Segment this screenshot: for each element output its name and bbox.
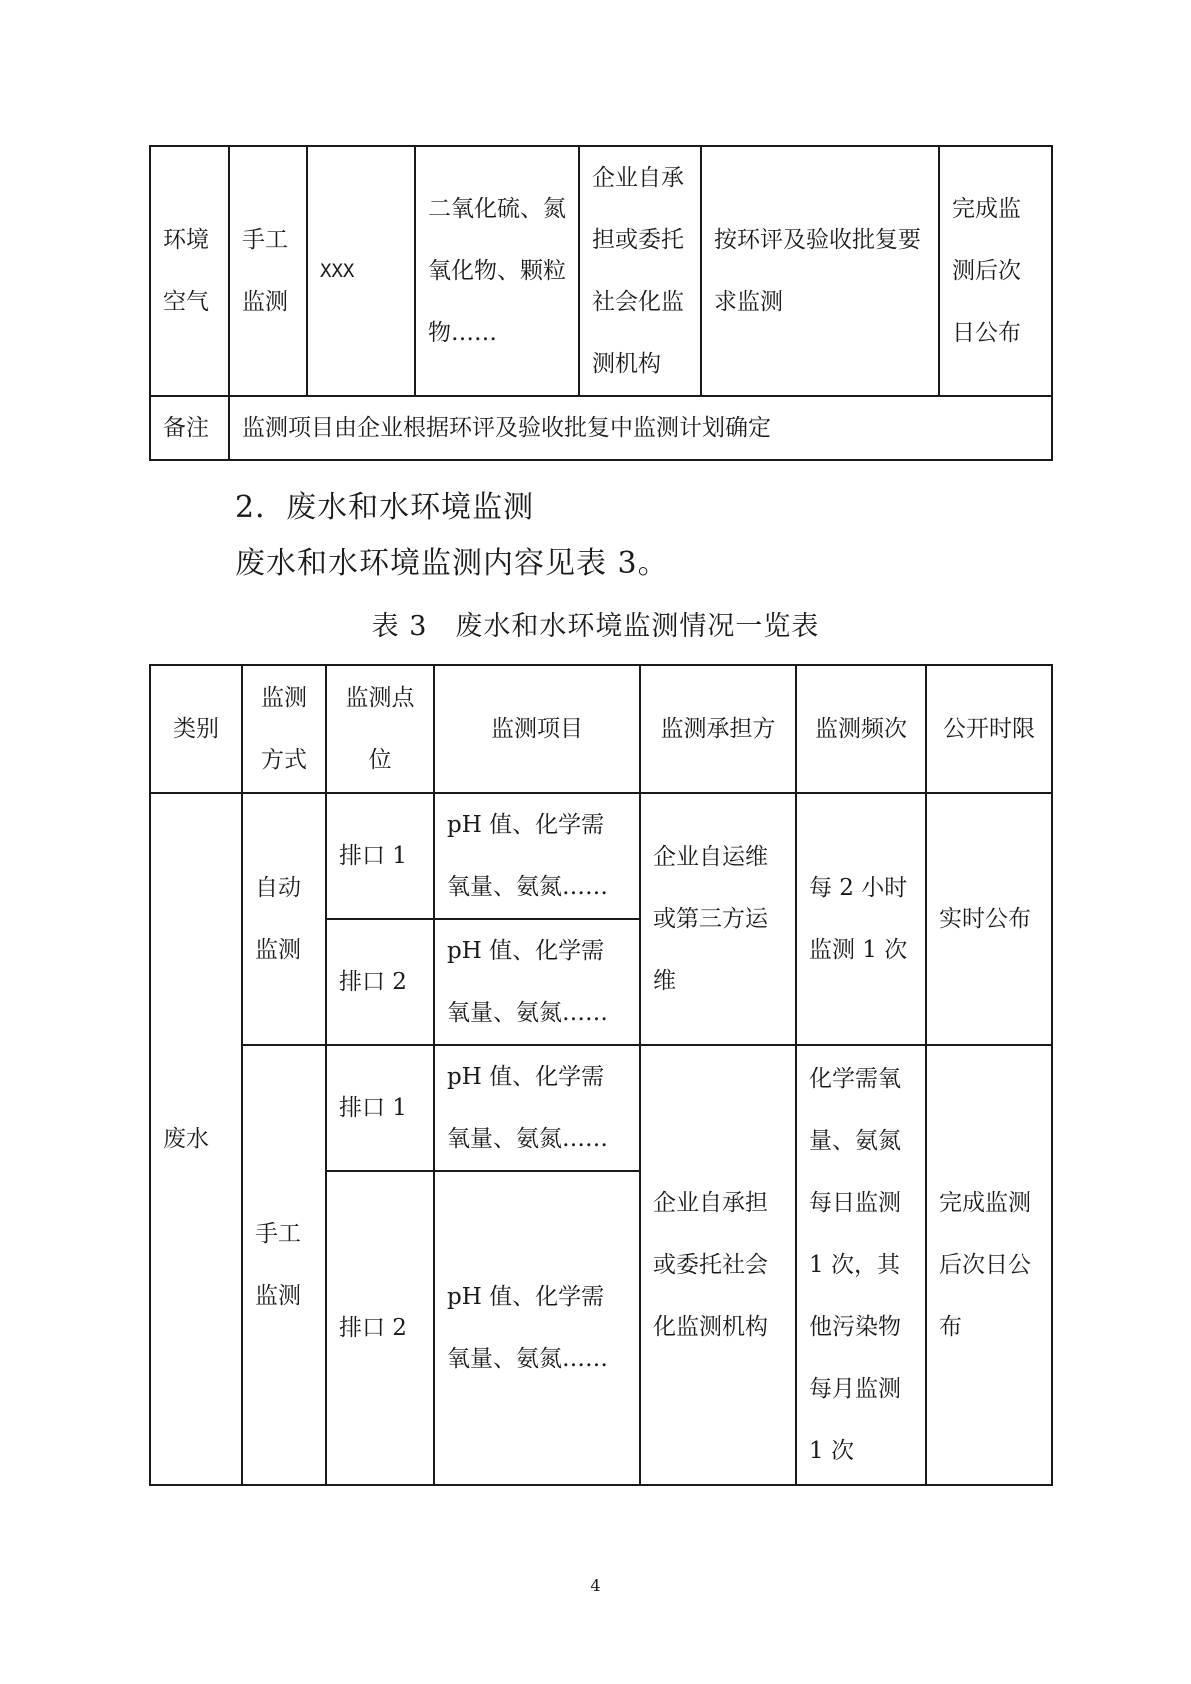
header-items: 监测项目 — [434, 665, 640, 793]
party-cell: 企业自承担或委托社会化监测机构 — [579, 146, 701, 396]
table-caption: 表 3 废水和水环境监测情况一览表 — [371, 611, 820, 642]
point-cell: 排口 1 — [326, 793, 434, 919]
note-row — [150, 396, 1052, 460]
items-cell: 二氧化硫、氮氧化物、颗粒物…… — [415, 146, 579, 396]
header-method: 监测方式 — [242, 665, 326, 793]
auto-disclosure-cell: 实时公布 — [926, 793, 1052, 1045]
table-row — [150, 146, 1052, 396]
items-cell: pH 值、化学需氧量、氨氮…… — [434, 1171, 640, 1485]
manual-method-cell: 手工监测 — [242, 1045, 326, 1485]
header-point: 监测点位 — [326, 665, 434, 793]
point-cell: 排口 2 — [326, 919, 434, 1045]
note-label: 备注 — [150, 396, 229, 460]
header-row — [150, 665, 1052, 793]
wastewater-monitoring-table — [149, 664, 1053, 1486]
auto-party-cell: 企业自运维或第三方运维 — [640, 793, 796, 1045]
point-cell: XXX — [307, 146, 415, 396]
header-category: 类别 — [150, 665, 242, 793]
manual-disclosure-cell: 完成监测后次日公布 — [926, 1045, 1052, 1485]
header-frequency: 监测频次 — [796, 665, 926, 793]
items-cell: pH 值、化学需氧量、氨氮…… — [434, 793, 640, 919]
page-number: 4 — [590, 1576, 601, 1595]
section-heading: 2．废水和水环境监测 — [235, 490, 535, 525]
point-cell: 排口 2 — [326, 1171, 434, 1485]
auto-frequency-cell: 每 2 小时监测 1 次 — [796, 793, 926, 1045]
items-cell: pH 值、化学需氧量、氨氮…… — [434, 1045, 640, 1171]
category-cell: 环境空气 — [150, 146, 229, 396]
method-cell: 手工监测 — [229, 146, 307, 396]
header-disclosure: 公开时限 — [926, 665, 1052, 793]
manual-party-cell: 企业自承担或委托社会化监测机构 — [640, 1045, 796, 1485]
disclosure-cell: 完成监测后次日公布 — [939, 146, 1052, 396]
section-intro: 废水和水环境监测内容见表 3。 — [235, 546, 669, 581]
point-cell: 排口 1 — [326, 1045, 434, 1171]
category-cell: 废水 — [150, 793, 242, 1485]
note-text: 监测项目由企业根据环评及验收批复中监测计划确定 — [229, 396, 1052, 460]
table-row — [150, 793, 1052, 919]
monitoring-table-continued — [149, 145, 1053, 461]
items-cell: pH 值、化学需氧量、氨氮…… — [434, 919, 640, 1045]
frequency-cell: 按环评及验收批复要求监测 — [701, 146, 939, 396]
manual-frequency-cell: 化学需氧量、氨氮每日监测 1 次，其他污染物每月监测 1 次 — [796, 1045, 926, 1485]
table-row — [150, 1045, 1052, 1171]
auto-method-cell: 自动监测 — [242, 793, 326, 1045]
header-party: 监测承担方 — [640, 665, 796, 793]
